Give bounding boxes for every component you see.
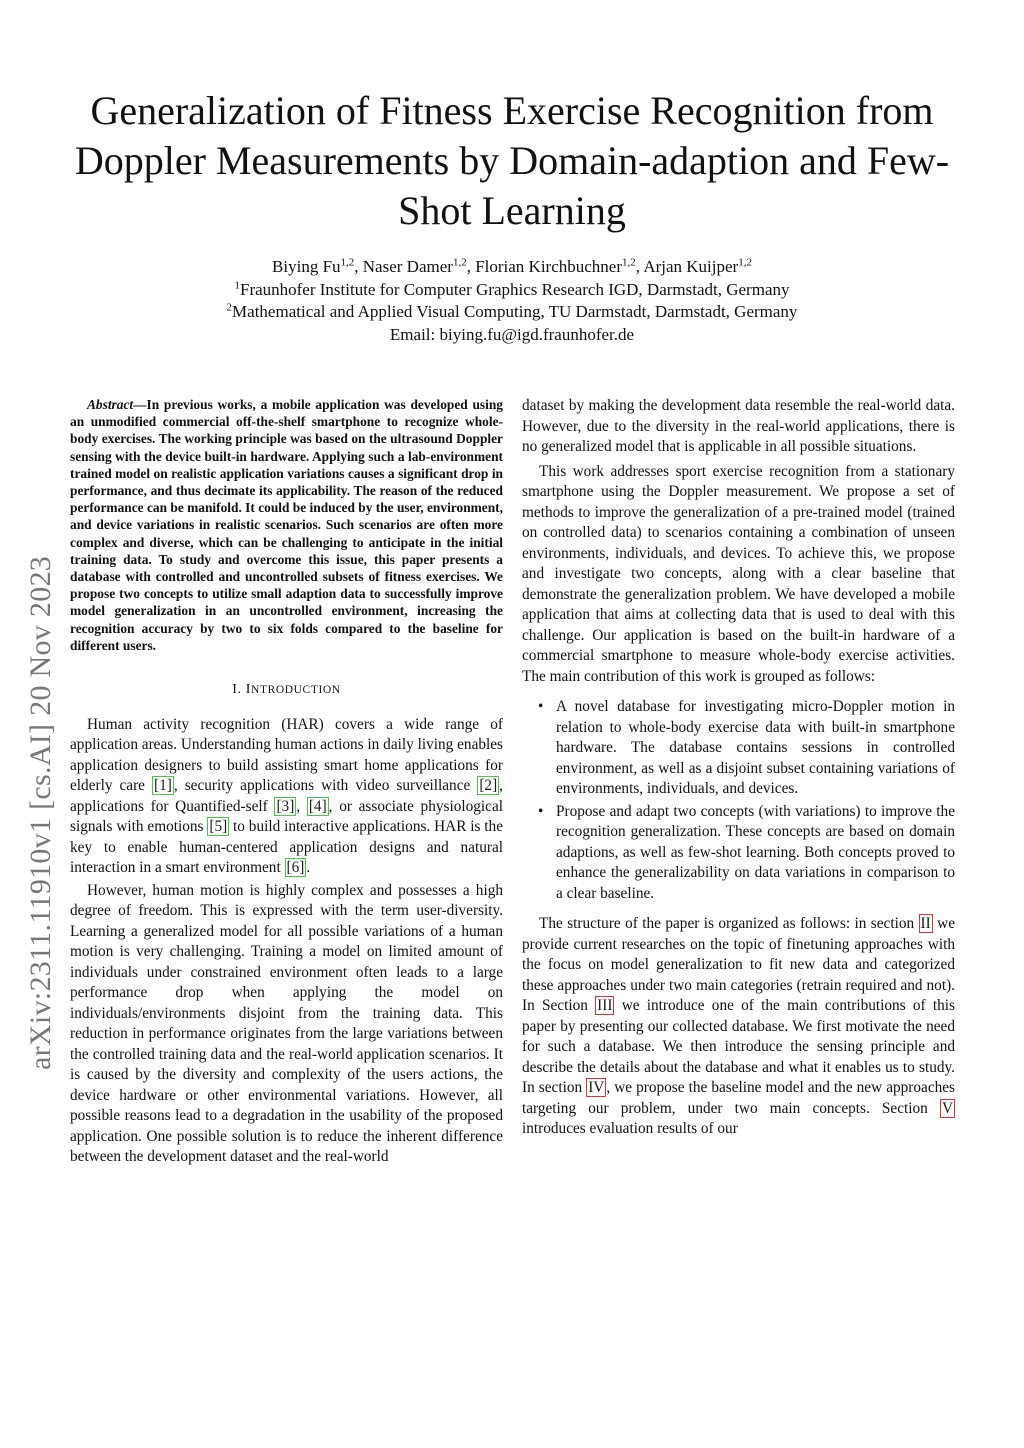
text-run: , we propose the baseline model and the new approaches targeting our problem, under two main concepts. Section bbox=[522, 1079, 955, 1117]
text-run: . bbox=[306, 859, 311, 877]
author-name: Arjan Kuijper bbox=[643, 257, 739, 276]
author-affiliation-mark: 1,2 bbox=[622, 256, 636, 269]
list-item-text: Propose and adapt two concepts (with variations) to improve the recognition generalization. These concepts are based on domain adaptions, as well as few-shot learning. Both concepts proved to enhance the generalizability on data variations in comparison to a clear baseline. bbox=[556, 802, 955, 902]
text-run: , security applications with video surveillance bbox=[173, 777, 478, 795]
author-email: Email: biying.fu@igd.fraunhofer.de bbox=[389, 324, 635, 344]
section-reference-link[interactable]: II bbox=[920, 915, 931, 932]
author-block bbox=[0, 256, 1024, 346]
affiliation-number: 1 bbox=[234, 278, 240, 291]
affiliation-number: 2 bbox=[226, 301, 233, 314]
contribution-list bbox=[522, 697, 955, 904]
bullet-icon: • bbox=[538, 802, 544, 820]
abstract bbox=[70, 396, 503, 654]
bullet-icon: • bbox=[538, 698, 544, 715]
text-run: Human activity recognition (HAR) covers a wide range of application areas. Understanding human actions in daily living enables application designers to build assisting smart home applications for elderly care bbox=[70, 715, 503, 795]
citation-link[interactable]: [2] bbox=[479, 777, 498, 795]
citation-link[interactable]: [5] bbox=[209, 818, 228, 836]
arxiv-identifier: arXiv:2311.11910v1 [cs.AI] 20 Nov 2023 bbox=[24, 555, 57, 1070]
paper-title: Generalization of Fitness Exercise Recognition from Doppler Measurements by Domain-adaption and Few-Shot Learning bbox=[74, 88, 950, 233]
section-reference-link[interactable]: IV bbox=[588, 1079, 605, 1096]
text-run: , or associate physiological signals with emotions bbox=[70, 797, 503, 836]
affiliation-line bbox=[0, 301, 1024, 324]
intro-paragraph-2: However, human motion is highly complex and possesses a high degree of freedom. This is expressed with the term user-diversity. Learning a generalized model for all possible variations of a human motion is very challenging. Training a model on limited amount of individuals under constrained environment often leads to a large performance drop when applying the model on individuals/environments disjoint from the training data. This reduction in performance originates from the large variations between the controlled training data and the real-world application scenarios. It is caused by the diversity and complexity of the users actions, the device hardware or other environmental variations. However, all possible reasons lead to a degradation in the usability of the proposed application. One possible solution is to reduce the inherent difference between the development dataset and the real-world bbox=[70, 881, 503, 1166]
section-title-initial: I bbox=[245, 682, 252, 698]
section-heading-introduction bbox=[70, 680, 503, 701]
text-run: introduces evaluation results of our bbox=[522, 1120, 738, 1137]
right-column bbox=[522, 396, 955, 1140]
list-item bbox=[522, 802, 955, 905]
author-affiliation-mark: 1,2 bbox=[340, 256, 355, 269]
abstract-label: Abstract bbox=[87, 397, 134, 412]
section-title-rest: NTRODUCTION bbox=[251, 684, 341, 697]
list-item bbox=[522, 697, 955, 800]
abstract-dash: — bbox=[133, 397, 147, 412]
intro-paragraph-1 bbox=[70, 715, 503, 879]
author-name: Naser Damer bbox=[362, 257, 453, 276]
abstract-text: In previous works, a mobile application was developed using an unmodified commercial off-the-shelf smartphone to recognize whole-body exercises. The working principle was based on the ultrasound Doppler sensing with the device built-in hardware. Applying such a lab-environment trained model on realistic application variations causes a significant drop in performance, and thus decimate its applicability. The reason of the reduced performance can be manifold. It could be induced by the user, environment, and device variations in realistic scenarios. Such scenarios are often more complex and diverse, which can be challenging to anticipate in the initial training data. To study and overcome this issue, this paper presents a database with controlled and uncontrolled subsets of fitness exercises. We propose two concepts to utilize small adaption data to successfully improve model generalization in an uncontrolled environment, increasing the recognition accuracy by two to six folds compared to the baseline for different users. bbox=[70, 397, 503, 653]
section-number: I. bbox=[232, 682, 242, 698]
text-run: we provide current researches on the topic of finetuning approaches with the focus on model generalization to fit new data and categorized these approaches under two main categories (retrain required and not). In Section bbox=[522, 915, 955, 1014]
author-name: Biying Fu bbox=[272, 257, 341, 276]
author-name: Florian Kirchbuchner bbox=[475, 257, 623, 276]
paper-structure-paragraph bbox=[522, 914, 955, 1140]
citation-link[interactable]: [1] bbox=[154, 777, 172, 795]
affiliation-text: Fraunhofer Institute for Computer Graphics Research IGD, Darmstadt, Germany bbox=[239, 279, 790, 299]
affiliation-text: Mathematical and Applied Visual Computing, TU Darmstadt, Darmstadt, Germany bbox=[232, 302, 798, 321]
citation-link[interactable]: [6] bbox=[286, 859, 305, 877]
list-item-text: A novel database for investigating micro-Doppler motion in relation to whole-body exercise data with built-in smartphone hardware. The database contains sessions in controlled environment, as well as a disjoint subset containing variations of environments, individuals, and devices. bbox=[556, 698, 955, 797]
citation-link[interactable]: [4] bbox=[308, 797, 327, 815]
text-run: , applications for Quantified-self bbox=[70, 777, 503, 815]
affiliation-line bbox=[0, 279, 1024, 302]
body-paragraph: This work addresses sport exercise recognition from a stationary smartphone using the Doppler measurement. We propose a set of methods to improve the generalization of a pre-trained model (trained on controlled data) to scenarios containing a combination of unseen environments, individuals, and devices. To achieve this, we propose and investigate two concepts, along with a clear baseline that demonstrate the generalization problem. We have developed a mobile application that aims at collecting data that is used to deal with this challenge. Our application is based on the built-in hardware of a commercial smartphone to measure whole-body exercise activities. The main contribution of this work is grouped as follows: bbox=[522, 462, 955, 685]
text-run: , bbox=[296, 797, 307, 815]
citation-link[interactable]: [3] bbox=[276, 797, 295, 815]
author-affiliation-mark: 1,2 bbox=[452, 256, 467, 269]
author-list: Biying Fu$^{1,2}$, Naser Damer$^{1,2}$, Florian Kirchbuchner$^{1,2}$, Arjan Kuijper$^{1,2}$ bbox=[272, 256, 752, 276]
text-run: we introduce one of the main contributions of this paper by presenting our collected database. We first motivate the need for such a database. We then introduce the sensing principle and describe the details about the database and what it enables us to study. In section bbox=[522, 997, 955, 1096]
text-run: to build interactive applications. HAR is the key to enable human-centered application designs and natural interaction in a smart environment bbox=[70, 818, 503, 877]
author-affiliation-mark: 1,2 bbox=[738, 256, 752, 269]
body-paragraph-continued: dataset by making the development data resemble the real-world data. However, due to the diversity in the real-world applications, there is no generalized model that is applicable in all possible situations. bbox=[522, 397, 955, 455]
section-reference-link[interactable]: V bbox=[941, 1099, 953, 1117]
section-reference-link[interactable]: III bbox=[597, 997, 613, 1014]
text-run: The structure of the paper is organized as follows: in section bbox=[539, 915, 919, 932]
left-column bbox=[70, 396, 503, 1168]
